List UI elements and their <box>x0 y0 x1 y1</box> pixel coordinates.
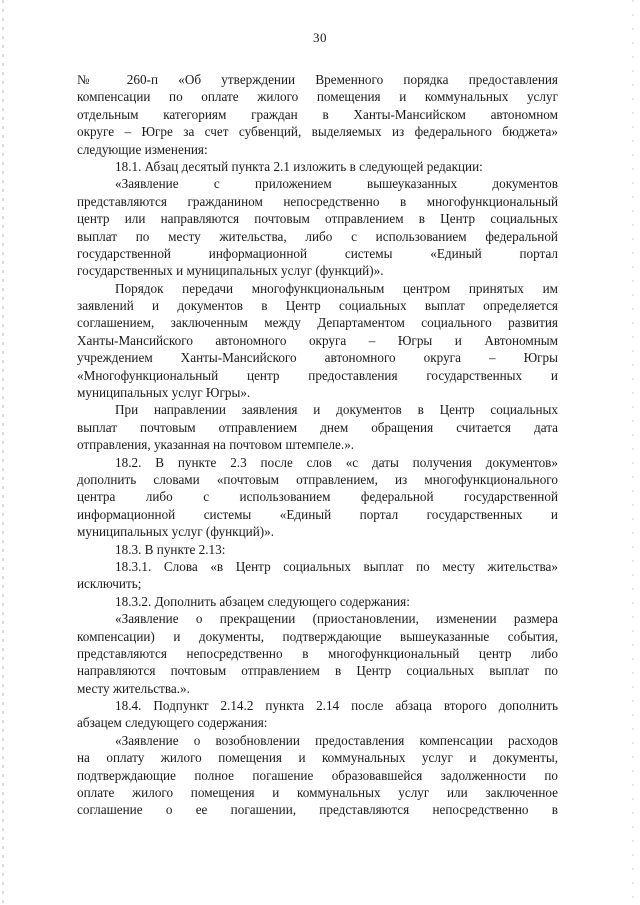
text-line: 18.3.2. Дополнить абзацем следующего содержания: <box>115 593 410 609</box>
text-line: месту жительства.». <box>77 680 190 696</box>
text-line: представляются гражданином непосредственно в многофункциональный <box>77 193 558 209</box>
text-line: «Многофункциональный центр предоставления государственных и <box>77 367 558 383</box>
text-line: учреждением Ханты-Мансийского автономного округа – Югры <box>77 350 558 366</box>
text-line: отдельным категориям граждан в Ханты-Мансийском автономном <box>77 106 558 122</box>
scan-edge-right <box>632 0 634 905</box>
text-line: соглашением, заключенным между Департаментом социального развития <box>77 315 558 331</box>
text-line: компенсации по оплате жилого помещения и коммунальных услуг <box>77 89 558 105</box>
text-line: № 260-п «Об утверждении Временного порядка предоставления <box>77 72 558 87</box>
text-line: муниципальных услуг Югры». <box>77 385 251 401</box>
text-line: подтверждающие полное погашение образовавшейся задолженности по <box>77 767 558 783</box>
text-line: оплате жилого помещения и коммунальных услуг или заключенное <box>77 785 558 801</box>
text-line: 18.3. В пункте 2.13: <box>115 541 226 557</box>
text-line: исключить; <box>77 576 142 592</box>
scan-edge-left <box>2 0 4 905</box>
text-line: «Заявление о прекращении (приостановлении, изменении размера <box>115 611 558 627</box>
text-line: 18.3.1. Слова «в Центр социальных выплат по месту жительства» <box>115 558 558 574</box>
text-line: дополнить словами «почтовым отправлением, из многофункционального <box>77 471 558 487</box>
text-line: 18.1. Абзац десятый пункта 2.1 изложить в следующей редакции: <box>115 158 483 174</box>
text-line: 18.4. Подпункт 2.14.2 пункта 2.14 после абзаца второго дополнить <box>115 698 558 714</box>
text-line: следующие изменения: <box>77 141 208 157</box>
text-line: выплат почтовым отправлением днем обращения считается дата <box>77 419 558 435</box>
text-line: «Заявление о возобновлении предоставления компенсации расходов <box>115 732 558 748</box>
text-line: представляются непосредственно в многофункциональный центр либо <box>77 645 558 661</box>
text-line: центр или направляются почтовым отправлением в Центр социальных <box>77 211 558 227</box>
text-line: государственной информационной системы «Единый портал <box>77 245 558 261</box>
text-line: соглашение о ее погашении, представляются непосредственно в <box>77 802 558 818</box>
text-line: центра либо с использованием федеральной государственной <box>77 489 558 505</box>
text-line: направляются почтовым отправлением в Центр социальных выплат по <box>77 663 558 679</box>
text-line: 18.2. В пункте 2.3 после слов «с даты получения документов» <box>115 454 558 470</box>
text-line: выплат по месту жительства, либо с использованием федеральной <box>77 228 558 244</box>
text-line: абзацем следующего содержания: <box>77 715 268 731</box>
text-line: на оплату жилого помещения и коммунальных услуг и документы, <box>77 750 558 766</box>
text-line: муниципальных услуг (функций)». <box>77 524 275 540</box>
text-line: государственных и муниципальных услуг (функций)». <box>77 263 384 279</box>
text-line: округе – Югре за счет субвенций, выделяемых из федерального бюджета» <box>77 124 558 140</box>
text-line: «Заявление с приложением вышеуказанных документов <box>115 176 558 192</box>
text-line: отправления, указанная на почтовом штемпеле.». <box>77 437 355 453</box>
text-line: Порядок передачи многофункциональным центром принятых им <box>115 280 558 296</box>
text-line: компенсации) и документы, подтверждающие вышеуказанные события, <box>77 628 558 644</box>
text-line: Ханты-Мансийского автономного округа – Югры и Автономным <box>77 332 558 348</box>
text-line: информационной системы «Единый портал государственных и <box>77 506 558 522</box>
text-line: При направлении заявления и документов в Центр социальных <box>115 402 558 418</box>
text-line: заявлений и документов в Центр социальных выплат определяется <box>77 298 558 314</box>
page-number: 30 <box>313 30 327 45</box>
document-body <box>77 71 558 819</box>
